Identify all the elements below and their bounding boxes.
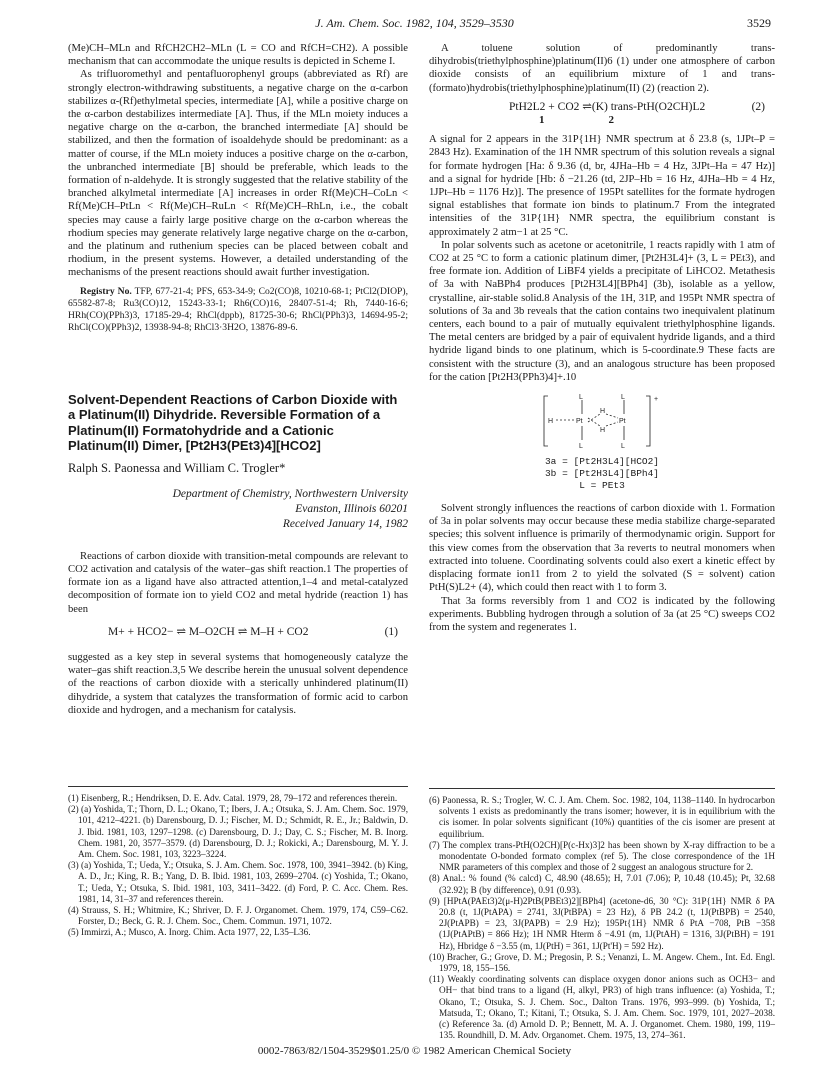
svg-text:H: H (548, 418, 554, 426)
compound-label: 1 (539, 114, 545, 127)
paragraph: In polar solvents such as acetone or acetonitrile, 1 reacts rapidly with 1 atm of CO2 at 25 °C to form a cationic platinum dimer, [Pt2H3L4]+ (3, L = PEt3), and free formate ion. Addition of LiBF4 yields a precipitate of LiHCO2. Metathesis of 3a with NaBPh4 produces [Pt2H3L4][BPh4] (3b), isolable as a yellow, crystalline, air-stable solid.8 Analysis of the 1H, 31P, and 195Pt NMR spectra of solutions of 3a and 3b reveals that the cation contains two inequivalent platinum centers, each bound to a pair of mutually equivalent triethylphosphine ligands. The metal centers are bridged by a pair of equivalent hydride ligands, and a third hydride ligand binds to one platinum, which is 5-coordinate.9 These facts are consistent with the structure (3), and an analogous structure has been proposed for the cation [Pt2H3(PPh3)4]+.10 (429, 239, 775, 383)
footnote: (9) [HPtA(PAEt3)2(μ-H)2PtB(PBEt3)2][BPh4] (acetone-d6, 30 °C): 31P{1H} NMR δ PA 20.8 (t, 1J(PtAPA) = 2741, 3J(PtBPA) = 23 Hz), δ PB 24.2 (t, 1J(PtBPB) = 2540, 2J(PtAPB) = 23, 3J(PAPB) = 2.9 Hz); 195Pt{1H} NMR δ PtA −708, PtB −358 (1J(PtAPtB) = 866 Hz); 1H NMR Hterm δ −4.91 (m, 1J(PtAH) = 1316, 3J(PtBH) = 191 Hz), Hbridge δ −3.55 (m, 1J(PtH) = 361, 1J(Pt'H) = 592 Hz). (429, 895, 775, 951)
paragraph: (Me)CH–MLn and RfCH2CH2–MLn (L = CO and RfCH=CH2). A possible mechanism that can accommodate the unique results is depicted in Scheme I. (68, 43, 408, 68)
svg-text:H: H (600, 427, 606, 435)
copyright-footer: 0002-7863/82/1504-3529$01.25/0 © 1982 American Chemical Society (257, 1045, 572, 1057)
equation-text: PtH2L2 + CO2 ⇌(K) trans-PtH(O2CH)L2 (509, 100, 706, 113)
footnote: (4) Strauss, S. H.; Whitmire, K.; Shriver, D. F. J. Organomet. Chem. 1979, 174, C59–C62. Forster, D.; Beck, G. R. J. Chem. Soc., Chem. Commun. 1971, 1072. (68, 905, 408, 927)
paragraph: Solvent strongly influences the reactions of carbon dioxide with 1. Formation of 3a in polar solvents may occur because these media stabilize charge-separated species; this solvent influence is primarily of thermodynamic origin. Support for this view comes from the observation that 3a reverts to neutral monomers when extracted into toluene. Coordinating solvents could also exert a kinetic effect by displacing formate ion11 from 2 to yield the solvated (S = solvent) cation PtH(S)L2+ (4), which could then react with 1 to form 3. (429, 503, 775, 594)
journal-header: J. Am. Chem. Soc. 1982, 104, 3529–3530 (315, 16, 514, 30)
footnote: (5) Immirzi, A.; Musco, A. Inorg. Chim. Acta 1977, 22, L35–L36. (68, 927, 311, 938)
paragraph: A signal for 2 appears in the 31P{1H} NMR spectrum at δ 23.8 (s, 1JPt–P = 2843 Hz). Examination of the 1H NMR spectrum of this solution reveals a signal for formate hydrogen [Ha: δ 9.36 (d, br, 4JHa–Hb = 4 Hz, 3JPt–Ha = 47 Hz)] and a signal for hydride [Hb: δ −21.26 (td, 2JP–Hb = 16 Hz, 4JHa–Hb = 4 Hz, 1JPt–Hb = 1176 Hz)]. The presence of 195Pt satellites for the formate hydrogen signal establishes that formate ion binds to platinum.7 From the integrated intensities of the 31P{1H} NMR spectra, the equilibrium constant is approximately 2 atm−1 at 25 °C. (429, 134, 775, 238)
structure-drawing (542, 392, 662, 450)
paragraph: That 3a forms reversibly from 1 and CO2 is indicated by the following experiments. Bubbling hydrogen through a solution of 3a (at 25 °C) sweeps CO2 from the system and regenerates 1. (429, 595, 775, 633)
footnote: (11) Weakly coordinating solvents can displace oxygen donor anions such as OCH3− and OH− that bind trans to a ligand (H, alkyl, PR3) of high trans influence: (a) Yoshida, T.; Okano, T.; Otsuka, S. J. Chem. Soc., Dalton Trans. 1976, 993–999. (b) Yoshida, T.; Matsuda, T.; Okano, T.; Kitani, T.; Otsuka, S. J. Am. Chem. Soc. 1979, 101, 2027–2038. (c) Reference 3a. (d) Arnold D. P.; Bennett, M. A. J. Organomet. Chem. 1980, 199, 119–135. Roundhill, D. M. Adv. Organomet. Chem. 1975, 13, 274–361. (429, 974, 775, 1041)
authors: Ralph S. Paonessa and William C. Trogler* (68, 460, 286, 475)
registry-numbers (68, 286, 408, 334)
paragraph: Reactions of carbon dioxide with transition-metal compounds are relevant to CO2 activation and catalysis of the water–gas shift reaction.1 The properties of formate ion as a ligand have also attracted attention,1–4 and metal-catalyzed decomposition of formate ion to yield CO2 and metal hydride (reaction 1) has been (68, 550, 408, 615)
page-number: 3529 (747, 16, 771, 30)
equation-number: (1) (384, 625, 398, 638)
footnote: (10) Bracher, G.; Grove, D. M.; Pregosin, P. S.; Venanzi, L. M. Angew. Chem., Int. Ed. Engl. 1979, 18, 155–156. (429, 951, 775, 974)
structure-3b: 3b = [Pt2H3L4][BPh4] (544, 468, 660, 480)
svg-text:L: L (579, 443, 583, 451)
svg-text:Pt: Pt (619, 418, 626, 426)
svg-text:L: L (579, 394, 583, 402)
footnotes-right (429, 788, 775, 1041)
footnotes-left (68, 786, 408, 939)
svg-text:L: L (621, 443, 625, 451)
article-title: Solvent-Dependent Reactions of Carbon Dioxide with a Platinum(II) Dihydride. Reversible Formation of a Platinum(II) Formatohydride and a Cationic Platinum(II) Dimer, [Pt2H3(PEt3)4][HCO2] (68, 391, 398, 454)
footnote: (7) The complex trans-PtH(O2CH)[P(c-Hx)3]2 has been shown by X-ray diffraction to be a monodentate O-bonded formato complex (ref 5). The close correspondence of the 1H NMR parameters of this complex and those of 2 suggest an analogous structure for 2. (429, 839, 775, 873)
structure-L: L = PEt3 (579, 480, 625, 492)
footnote: (3) (a) Yoshida, T.; Ueda, Y.; Otsuka, S. J. Am. Chem. Soc. 1978, 100, 3941–3942. (b) King, A. D., Jr.; King, R. B.; Yang, D. B. Ibid. 1981, 103, 2699–2704. (c) Yoshida, T.; Okano, T.; Ueda, Y.; Otsuka, S. Ibid. 1981, 103, 3411–3422. (d) Ford, P. C. Acc. Chem. Res. 1981, 14, 31–37 and references therein. (68, 860, 408, 904)
equation-1 (68, 616, 408, 651)
affiliation (68, 487, 408, 532)
structure-3-diagram (429, 392, 775, 450)
equation-2 (429, 95, 775, 114)
affiliation-dept: Department of Chemistry, Northwestern University (172, 487, 408, 500)
svg-text:L: L (621, 394, 625, 402)
structure-3a: 3a = [Pt2H3L4][HCO2] (544, 456, 660, 468)
registry-label: Registry No. (80, 285, 132, 297)
equation-text: M+ + HCO2− ⇌ M–O2CH ⇌ M–H + CO2 (108, 625, 309, 638)
left-column (68, 42, 408, 717)
svg-text:+: + (654, 396, 659, 404)
paragraph: suggested as a key step in several systems that homogeneously catalyze the water–gas shift reaction.3,5 We describe herein the unusual solvent dependence of the reactions of carbon dioxide with a sterically unhindered platinum(II) dihydride, a system that catalyzes the transformation of formic acid to carbon dioxide and hydrogen, and a mechanism for catalysis. (68, 652, 408, 716)
equation-number: (2) (751, 100, 765, 113)
footnote: (8) Anal.: % found (% calcd) C, 48.90 (48.65); H, 7.01 (7.06); P, 10.48 (10.45); Pt, 32.68 (32.92); B (by difference), 0.91 (0.93). (429, 873, 775, 895)
affiliation-city: Evanston, Illinois 60201 (295, 502, 408, 515)
right-column (429, 42, 775, 634)
footnote: (2) (a) Yoshida, T.; Thorn, D. L.; Okano, T.; Ibers, J. A.; Otsuka, S. J. Am. Chem. Soc. 1979, 101, 4212–4221. (b) Darensbourg, D. J.; Fischer, M. D.; Schmidt, R. E., Jr.; Baldwin, D. J. Ibid. 1981, 103, 1297–1298. (c) Darensbourg, D. J.; Day, C. S.; Fischer, M. B. Inorg. Chem. 1981, 20, 3577–3579. (d) Darensbourg, D. J.; Rokicki, A.; Darensbourg, M. Y. J. Am. Chem. Soc. 1981, 103, 3223–3224. (68, 804, 408, 860)
paragraph: As trifluoromethyl and pentafluorophenyl groups (abbreviated as Rf) are strongly electron-withdrawing substituents, a negative charge on the α-carbon stabilizes α-(Rf)ethylmetal species, intermediate [A], while a positive charge on the α-carbon destabilizes intermediate [A]. Thus, if the MLn moiety induces a negative charge on the α-carbon, the branched intermediate [A] should be stabilized, and then the formation of isoaldehyde should be predominant: as a matter of course, if the MLn moiety induces a positive charge on the α-carbon, the unbranched intermediate [B] should be preferable, which leads to the formation of n-aldehyde. It is strongly suggested that the relative stability of the branched alkylmetal intermediate [A] increases in order Rf(Me)CH–CoLn < Rf(Me)CH–PtLn < Rf(Me)CH–RuLn < Rf(Me)CH–RhLn, i.e., the cobalt species may cause a fairly large positive charge on the α-carbon whereas the rhodium species may generate relatively large negative charge on the α-carbon, and the platinum and ruthenium species can be placed between cobalt and rhodium, in the present systems. However, a detailed understanding of the mechanisms of the present reactions should await further investigation. (68, 69, 408, 279)
equation-2-labels (429, 114, 775, 127)
footnote: (6) Paonessa, R. S.; Trogler, W. C. J. Am. Chem. Soc. 1982, 104, 1138–1140. In hydrocarbon solvents 1 exists as predominantly the trans isomer; however, it is in equilibrium with the cis isomer. In polar solvents significant (10%) quantities of the cis isomer are present at equilibrium. (429, 795, 775, 839)
svg-text:H: H (600, 408, 606, 416)
received-date: Received January 14, 1982 (282, 517, 408, 530)
footnote: (1) Eisenberg, R.; Hendriksen, D. E. Adv. Catal. 1979, 28, 79–172 and references therein. (68, 793, 398, 803)
registry-text: TFP, 677-21-4; PFS, 653-34-9; Co2(CO)8, 10210-68-1; PtCl2(DIOP), 65582-87-8; Ru3(CO)12, 15243-33-1; Rh6(CO)16, 28407-51-4; Rh, 7440-16-6; HRh(CO)(PPh3)3, 17185-29-4; RhCl(dppb), 81725-30-6; RhCl(PPh3)3, 14694-95-2; RhCl(CO)(PPh3)2, 13938-94-8; RhCl3·3H2O, 13876-89-6. (68, 285, 408, 333)
compound-label: 2 (608, 114, 614, 127)
svg-text:Pt: Pt (576, 418, 583, 426)
paragraph: A toluene solution of predominantly trans-dihydrobis(triethylphosphine)platinum(II)6 (1) under one atmosphere of carbon dioxide consists of an equilibrium mixture of 1 and trans-(formato)hydrobis(triethylphosphine)platinum(II) (2) (reaction 2). (429, 43, 775, 94)
structure-labels (429, 456, 775, 492)
